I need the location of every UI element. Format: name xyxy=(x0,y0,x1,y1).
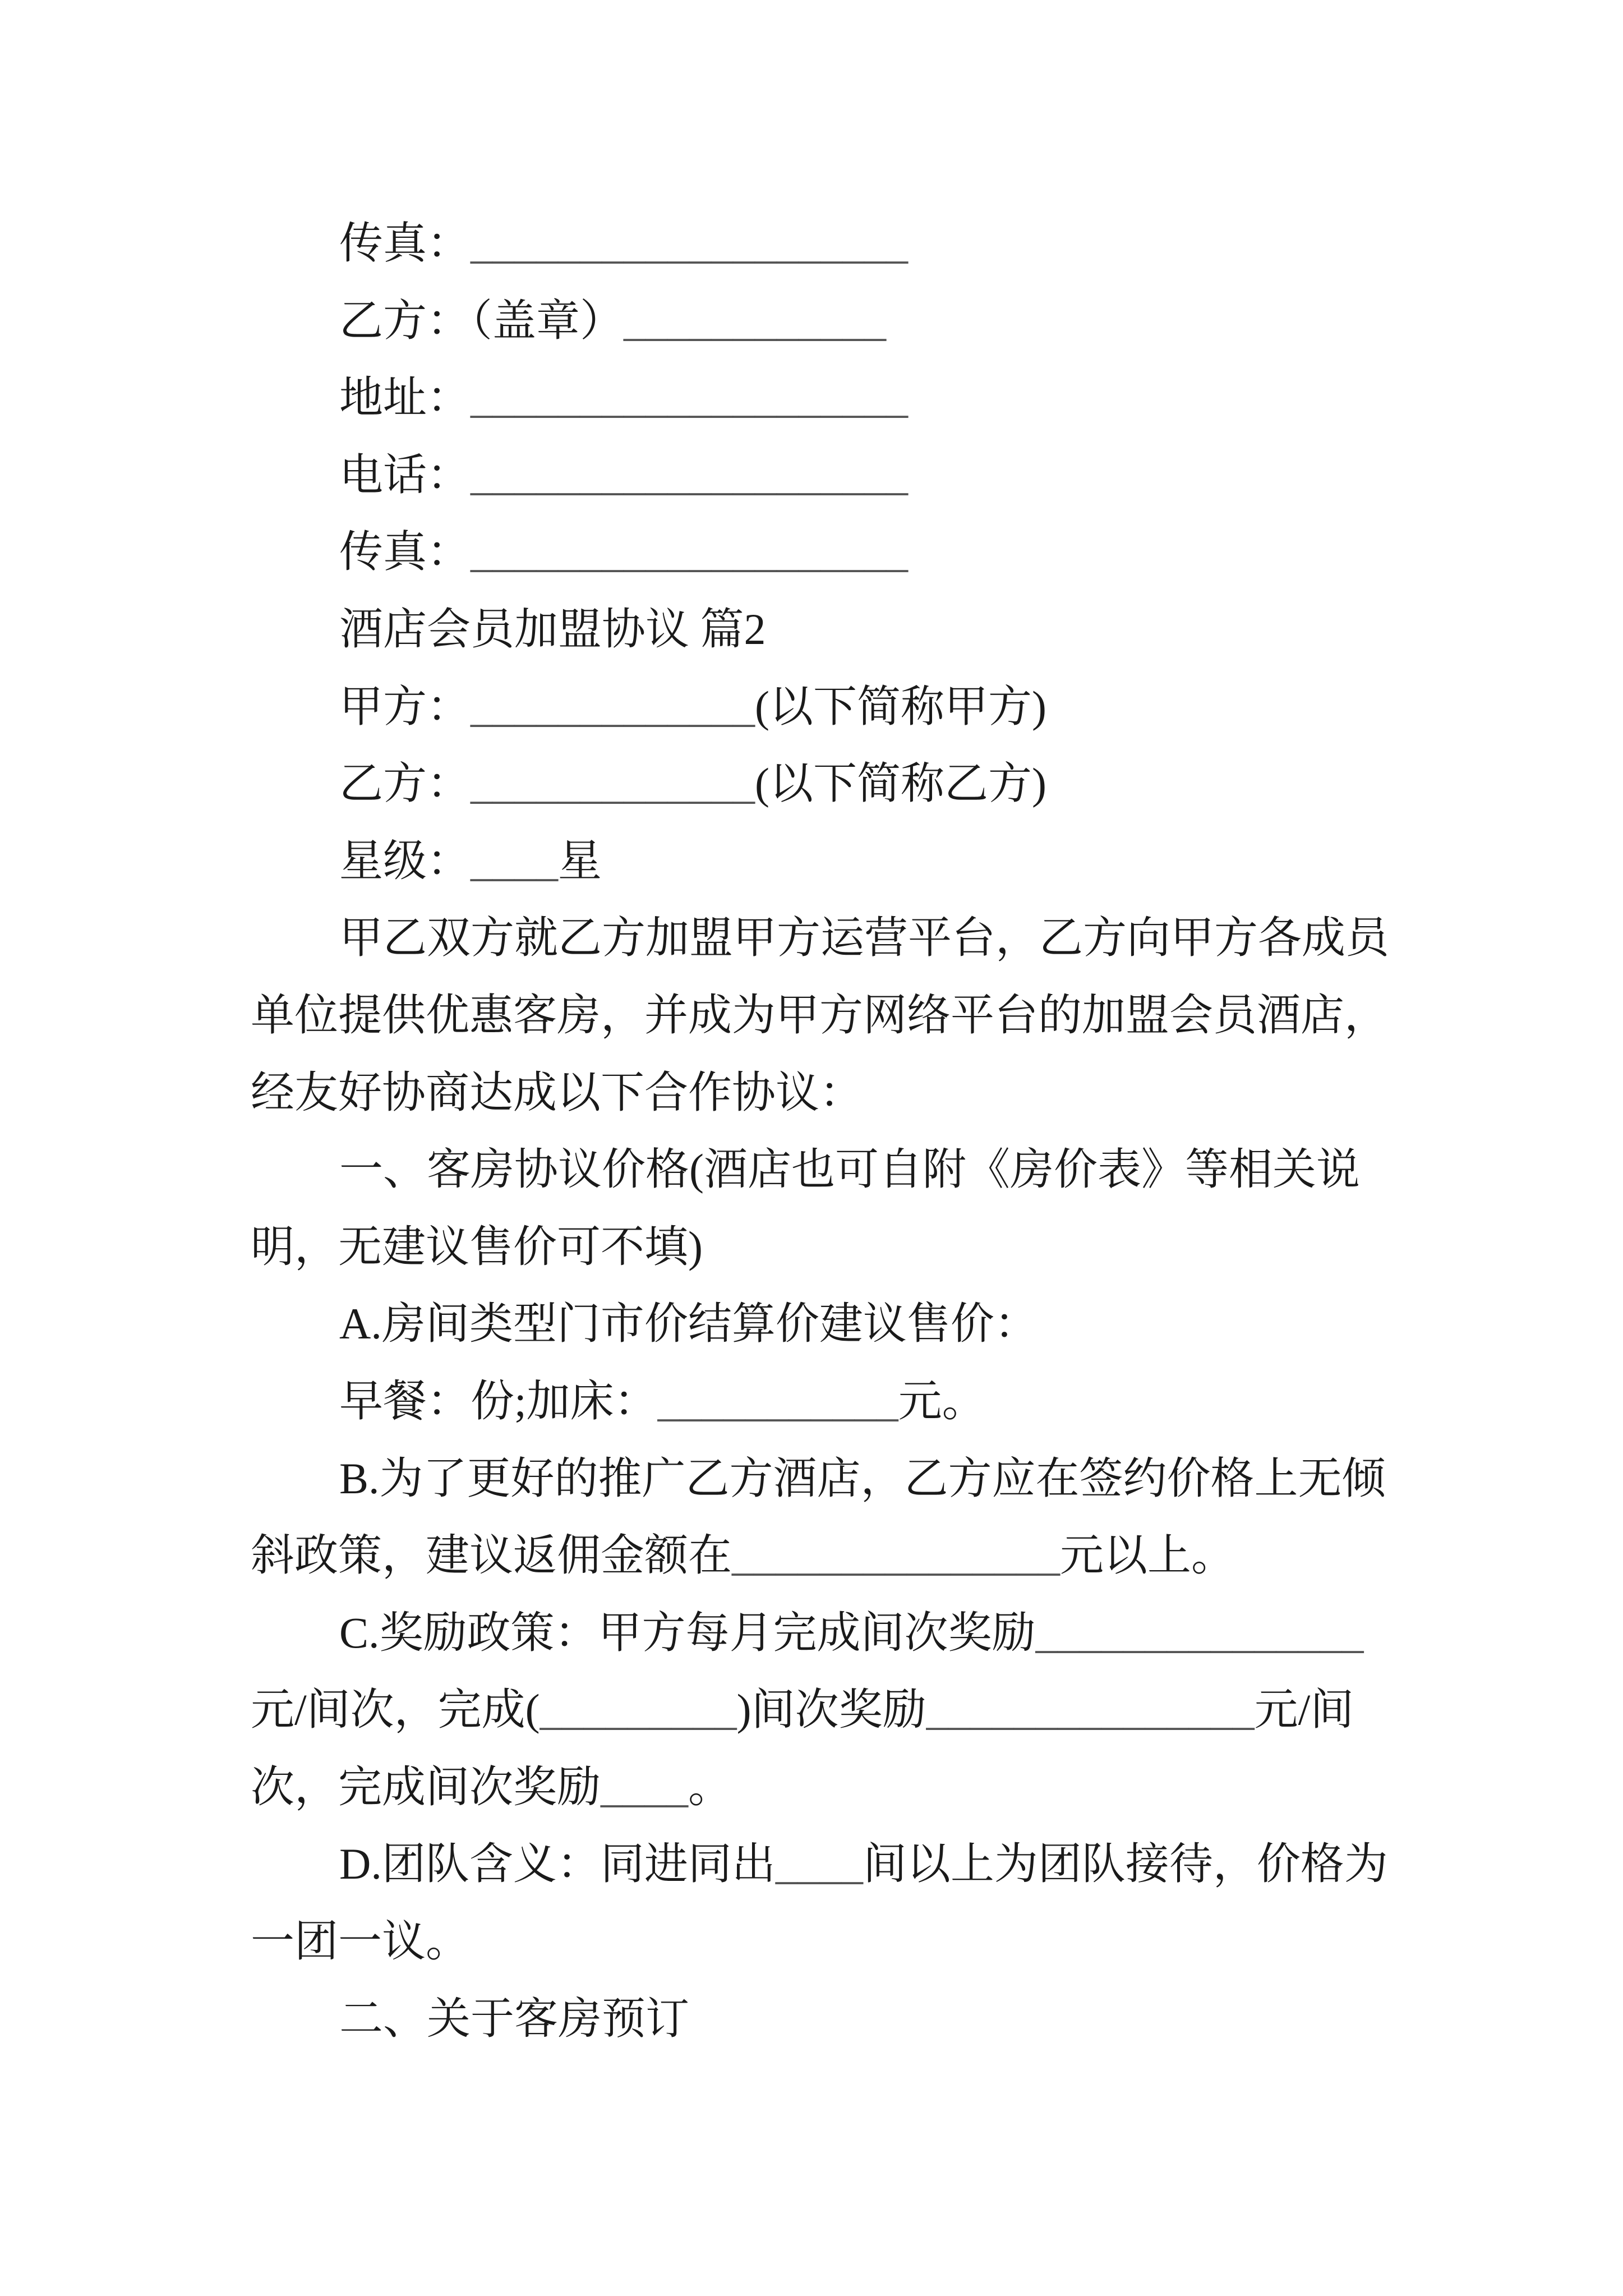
item-a: A.房间类型门市价结算价建议售价： xyxy=(339,1299,1038,1349)
party-a-blank: _____________ xyxy=(471,682,755,731)
item-c-line-2-prefix: 元/间次，完成( xyxy=(251,1685,540,1734)
item-d-line-2: 一团一议。 xyxy=(251,1917,470,1966)
party-a-line xyxy=(251,668,1428,746)
item-c-line-3-prefix: 次，完成间次奖励 xyxy=(251,1762,601,1811)
commission-blank: _______________ xyxy=(732,1531,1061,1580)
clause-1-heading-line-2: 明，无建议售价可不填) xyxy=(251,1222,703,1271)
item-c-line-3-suffix: 。 xyxy=(688,1762,732,1811)
reward-blank-3: ____ xyxy=(601,1762,689,1811)
item-b-line-1: B.为了更好的推广乙方酒店，乙方应在签约价格上无倾 xyxy=(339,1453,1386,1503)
intro-line-1: 甲乙双方就乙方加盟甲方运营平台，乙方向甲方各成员 xyxy=(339,913,1390,963)
item-b-line-2 xyxy=(251,1517,1428,1594)
address-blank: ____________________ xyxy=(471,373,909,422)
item-c-line-2 xyxy=(251,1671,1428,1749)
item-c-line-3 xyxy=(251,1749,1428,1826)
party-a-suffix: (以下简称甲方) xyxy=(755,682,1046,731)
item-c-line-1 xyxy=(251,1594,1428,1672)
party-b-blank: _____________ xyxy=(471,759,755,808)
party-b-label: 乙方： xyxy=(339,759,471,808)
item-d-suffix: 间以上为团队接待，价格为 xyxy=(863,1839,1388,1889)
address-label: 地址： xyxy=(339,373,471,422)
party-b-suffix: (以下简称乙方) xyxy=(755,759,1046,808)
room-nights-blank: _________ xyxy=(540,1685,737,1734)
star-rating-suffix: 星 xyxy=(558,836,602,885)
breakfast-suffix: 元。 xyxy=(898,1376,986,1425)
star-rating-line xyxy=(251,822,1428,900)
item-b-suffix: 元以上。 xyxy=(1060,1531,1235,1580)
item-c-prefix: C.奖励政策：甲方每月完成间次奖励 xyxy=(339,1608,1036,1657)
item-c-line-2-middle: )间次奖励 xyxy=(736,1685,926,1734)
party-b-seal-line xyxy=(251,282,1428,360)
clause-2-heading: 二、关于客房预订 xyxy=(339,1994,690,2043)
party-a-label: 甲方： xyxy=(339,682,471,731)
party-b-seal-blank: ____________ xyxy=(624,296,887,345)
phone-blank: ____________________ xyxy=(471,450,909,499)
item-d-line-1 xyxy=(251,1825,1428,1903)
party-b-seal-label: 乙方：（盖章） xyxy=(339,296,624,345)
fax-line xyxy=(251,205,1428,282)
address-line xyxy=(251,359,1428,436)
intro-line-2: 单位提供优惠客房，并成为甲方网络平台的加盟会员酒店， xyxy=(251,990,1389,1039)
fax-line-2 xyxy=(251,513,1428,591)
breakfast-text: 早餐：份;加床： xyxy=(339,1376,658,1425)
party-b-line xyxy=(251,745,1428,822)
clause-1-heading-line-1: 一、客房协议价格(酒店也可自附《房价表》等相关说 xyxy=(339,1145,1360,1194)
phone-line xyxy=(251,436,1428,514)
item-d-prefix: D.团队含义：同进同出 xyxy=(339,1839,776,1889)
fax-label-2: 传真： xyxy=(339,527,471,577)
reward-blank-2: _______________ xyxy=(926,1685,1255,1734)
group-rooms-blank: ____ xyxy=(775,1839,863,1889)
extra-bed-blank: ___________ xyxy=(657,1376,898,1425)
fax-blank: ____________________ xyxy=(471,219,909,268)
intro-line-3: 经友好协商达成以下合作协议： xyxy=(251,1068,864,1117)
fax-label: 传真： xyxy=(339,219,471,268)
fax-blank-2: ____________________ xyxy=(471,527,909,577)
star-rating-blank: ____ xyxy=(471,836,559,885)
section-title: 酒店会员加盟协议 篇2 xyxy=(339,604,766,654)
phone-label: 电话： xyxy=(339,450,471,499)
document-page xyxy=(251,205,1428,2057)
item-c-line-2-suffix: 元/间 xyxy=(1254,1685,1354,1734)
star-rating-label: 星级： xyxy=(339,836,471,885)
breakfast-line xyxy=(251,1363,1428,1440)
reward-blank-1: _______________ xyxy=(1035,1608,1364,1657)
item-b-prefix: 斜政策，建议返佣金额在 xyxy=(251,1531,732,1580)
